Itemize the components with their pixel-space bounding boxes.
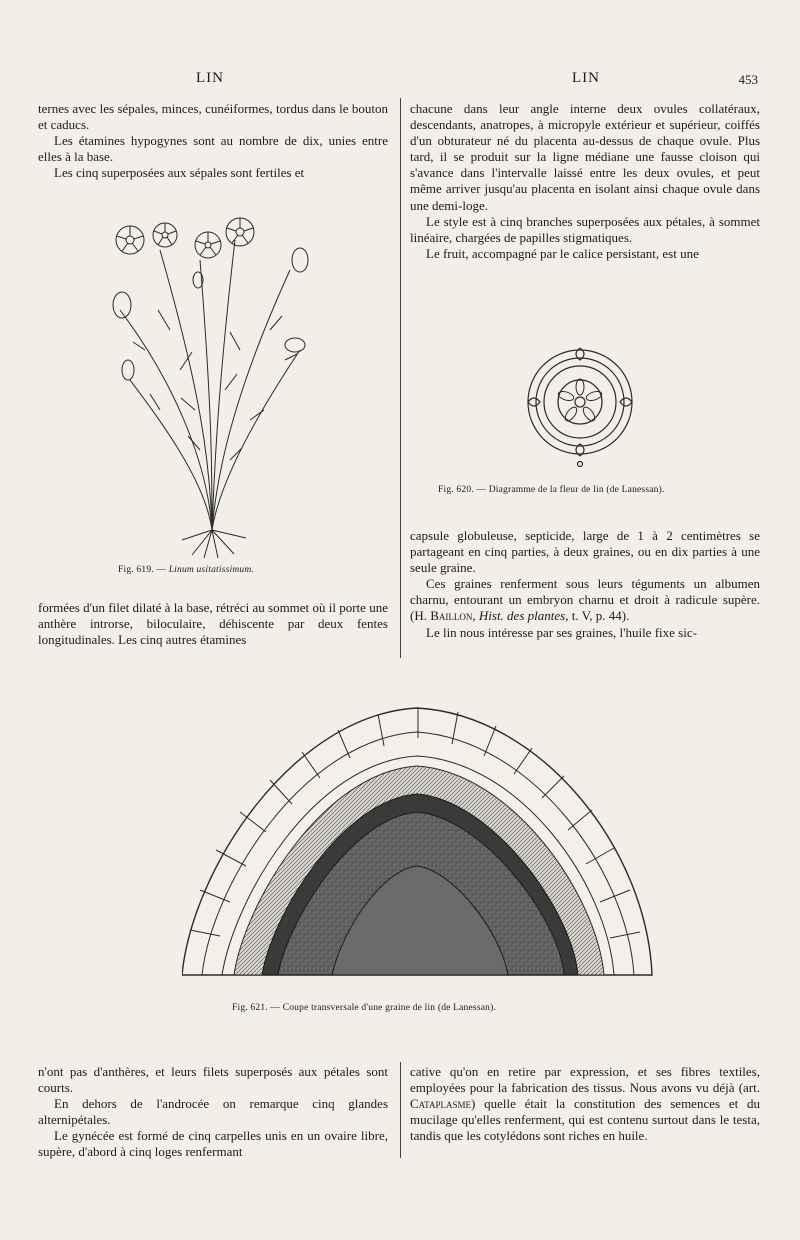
cross-reference: Cataplasme [410,1096,471,1112]
fig-620-caption: Fig. 620. — Diagramme de la fleur de lin (de Lanessan). [438,485,665,495]
left-column-top [38,101,388,181]
flax-plant-illustration [100,210,330,560]
seed-cross-section-illustration [182,700,662,980]
right-column-bottom [410,1064,760,1144]
right-column-top [410,101,760,262]
paragraph: formées d'un filet dilaté à la base, rétréci au sommet où il porte une anthère introrse, biloculaire, déhiscente par deux fentes longitudinales. Les cinq autres étamines [38,600,388,648]
column-rule-bottom [400,1062,401,1158]
fig-619-number: Fig. 619. — [118,565,167,575]
paragraph: En dehors de l'androcée on remarque cinq glandes alternipétales. [38,1096,388,1128]
page-number: 453 [738,72,758,87]
author-name: Baillon [430,608,473,624]
running-head-right: LIN [572,70,600,86]
flower-diagram [520,340,640,470]
paragraph: n'ont pas d'anthères, et leurs filets superposés aux pétales sont courts. [38,1064,388,1096]
paragraph-text: Ces graines renferment sous leurs téguments un albumen charnu, entourant un embryon charnu et droit à radicule supère. (H. [410,576,760,624]
paragraph-text: cative qu'on en retire par expression, et ses fibres textiles, employées pour la fabrication des tissus. Nous avons vu déjà (art. [410,1064,760,1096]
paragraph: Les étamines hypogynes sont au nombre de dix, unies entre elles à la base. [38,133,388,165]
paragraph: Le lin nous intéresse par ses graines, l'huile fixe sic- [426,624,697,640]
paragraph: Ces graines renferment sous leurs téguments un albumen charnu, entourant un embryon charnu et droit à radicule supère. (H. Baillon, Hist. des plantes, t. V, p. 44). [410,576,760,624]
fig-619-caption [118,565,254,575]
paragraph: Le fruit, accompagné par le calice persistant, est une [426,245,699,261]
fig-621-caption: Fig. 621. — Coupe transversale d'une graine de lin (de Lanessan). [232,1003,497,1013]
paragraph: Le gynécée est formé de cinq carpelles unis en un ovaire libre, supère, d'abord à cinq loges renfermant [38,1128,388,1160]
running-head-left: LIN [196,70,224,86]
fig-619-title: Linum usitatissimum. [168,565,254,575]
paragraph: Le style est à cinq branches superposées aux pétales, à sommet linéaire, chargées de papilles stigmatiques. [410,213,760,245]
paragraph: capsule globuleuse, septicide, large de 1 à 2 centimètres se partageant en cinq parties, à deux graines, ou en dix parties à une seule graine. [410,528,760,576]
book-title: Hist. des plantes [478,608,566,624]
paragraph-text: ) quelle était la constitution des semences et du mucilage qu'elles renferment, qui est contenu surtout dans le testa, tandis que les cotylédons sont riches en huile. [410,1096,760,1144]
left-column-mid [38,600,388,648]
paragraph: chacune dans leur angle interne deux ovules collatéraux, descendants, anatropes, à micropyle extérieur et supérieur, coiffés d'un obturateur né du placenta au-dessus de chaque ovule. Plus tard, il se produit sur la ligne médiane une fausse cloison qui s'avance dans l'intervalle laissé entre les deux ovules, et peut même arriver jusqu'au placenta en isolant ainsi chaque ovule dans une demi-loge. [410,101,760,213]
column-rule-top [400,98,401,658]
paragraph [410,1064,760,1144]
right-column-mid [410,528,760,641]
reference-text: , t. V, p. 44). [565,608,630,624]
paragraph: ternes avec les sépales, minces, cunéiformes, tordus dans le bouton et caducs. [38,101,388,133]
left-column-bottom [38,1064,388,1161]
paragraph: Les cinq superposées aux sépales sont fertiles et [54,165,305,181]
